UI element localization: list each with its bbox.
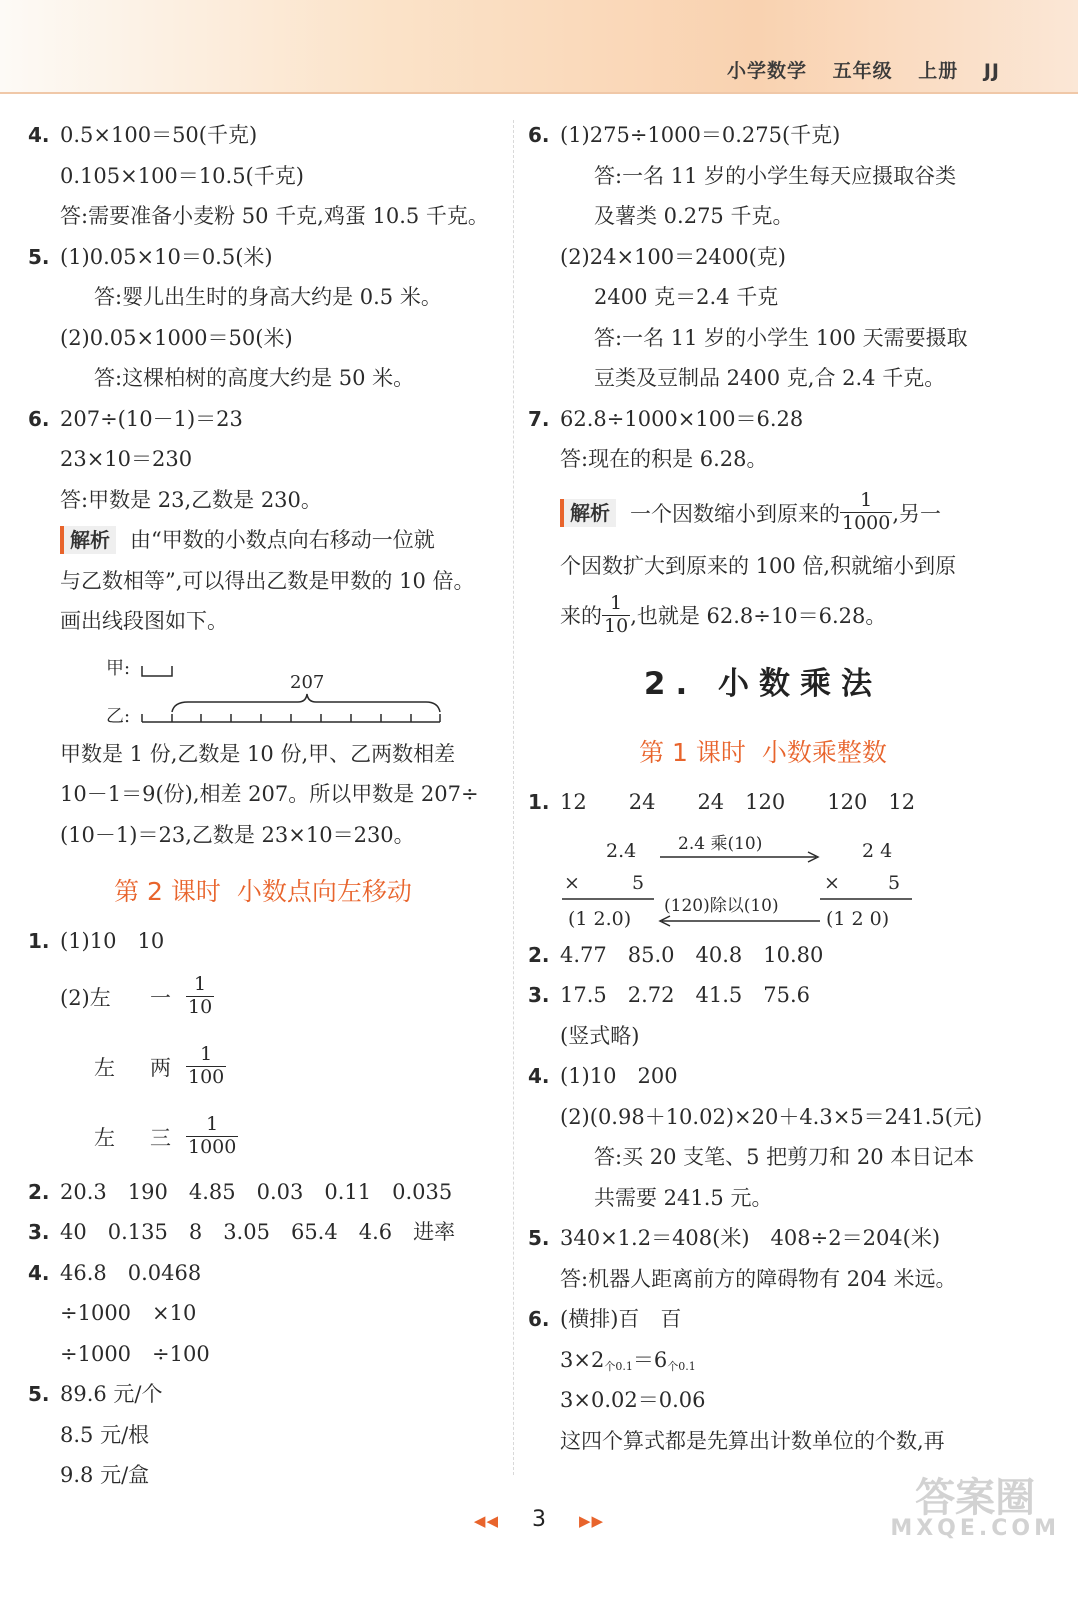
factor-a: 2.4 (606, 839, 637, 862)
answer-line (28, 399, 498, 440)
answer-line (528, 935, 998, 976)
answer-line: 答:机器人距离前方的障碍物有 204 米远。 (560, 1266, 957, 1291)
item-number: 2. (528, 942, 550, 967)
segment-diagram (28, 642, 498, 734)
answer-line (28, 1253, 498, 1294)
answer-line: 答:这棵柏树的高度大约是 50 米。 (94, 366, 415, 390)
answer-line: 答:甲数是 23,乙数是 230。 (60, 487, 322, 512)
header-edition: JJ (983, 60, 1000, 82)
answer-text: 46.8 0.0468 (60, 1260, 202, 1285)
lesson-heading (528, 724, 998, 782)
answer-line (28, 1212, 498, 1253)
analysis-line (28, 520, 498, 561)
fraction-denominator: 1000 (842, 512, 891, 534)
answer-text: 12 24 24 120 120 12 (560, 790, 916, 814)
answer-line: ÷1000 ×10 (60, 1301, 197, 1325)
fraction-denominator: 100 (188, 1066, 225, 1088)
analysis-line: 个因数扩大到原来的 100 倍,积就缩小到原 (560, 553, 957, 578)
answer-text: 3×2 (560, 1347, 605, 1372)
page-number: 3 (532, 1507, 546, 1532)
header-subject: 小学数学 (726, 60, 807, 82)
fraction-numerator: 1 (186, 974, 214, 997)
answer-text: 两 (150, 1055, 171, 1080)
answer-text: 17.5 2.72 41.5 75.6 (560, 983, 811, 1007)
factor-d: 5 (888, 871, 901, 894)
answer-line: 9.8 元/盒 (60, 1463, 150, 1487)
analysis-text: 来的 (560, 604, 602, 628)
times-sign: × (824, 871, 840, 894)
item-number: 6. (28, 406, 50, 431)
answer-line: (竖式略) (560, 1023, 640, 1048)
fraction-numerator: 1 (840, 490, 892, 513)
fraction-numerator: 1 (186, 1044, 226, 1067)
analysis-line: (10－1)＝23,乙数是 23×10＝230。 (60, 822, 415, 847)
item-number: 2. (28, 1179, 50, 1204)
lesson-heading (28, 863, 498, 921)
header-grade: 五年级 (832, 60, 893, 82)
answer-text: (横排)百 百 (560, 1307, 682, 1331)
answer-line: 8.5 元/根 (60, 1422, 150, 1447)
answer-line (528, 1299, 998, 1340)
page-header (709, 56, 1000, 83)
diagram-label-jia: 甲: (106, 657, 131, 679)
answer-line: (2)(0.98＋10.02)×20＋4.3×5＝241.5(元) (560, 1104, 983, 1129)
answer-text: 89.6 元/个 (60, 1382, 163, 1406)
analysis-line (528, 484, 998, 542)
analysis-line: 甲数是 1 份,乙数是 10 份,甲、乙两数相差 (60, 741, 456, 766)
fraction (186, 974, 214, 1019)
item-number: 6. (528, 123, 550, 147)
answer-line (28, 1374, 498, 1415)
item-number: 1. (28, 929, 50, 953)
analysis-text: ,也就是 62.8÷10＝6.28。 (630, 604, 887, 628)
fraction-denominator: 10 (188, 996, 213, 1018)
answer-line (28, 1032, 498, 1102)
diagram-value-207: 207 (290, 671, 325, 693)
segment-yi (142, 714, 440, 722)
item-number: 3. (528, 983, 550, 1007)
header-volume: 上册 (918, 60, 959, 82)
answer-text: 4.77 85.0 40.8 10.80 (560, 942, 824, 967)
fraction (840, 490, 892, 535)
column-divider (513, 120, 515, 1475)
answer-line (28, 921, 498, 962)
answer-line (528, 782, 998, 823)
subscript: 个0.1 (667, 1359, 696, 1373)
answer-line (28, 237, 498, 278)
answer-text: 62.8÷1000×100＝6.28 (560, 406, 804, 431)
answer-line: ÷1000 ÷100 (60, 1341, 210, 1366)
analysis-line: 画出线段图如下。 (60, 609, 228, 633)
brace (172, 694, 440, 712)
answer-line: 答:一名 11 岁的小学生每天应摄取谷类 (594, 163, 957, 188)
item-number: 3. (28, 1220, 50, 1244)
answer-text: 340×1.2＝408(米) 408÷2＝204(米) (560, 1226, 941, 1250)
analysis-tag: 解析 (560, 499, 616, 527)
answer-line (28, 1102, 498, 1172)
answer-text: 三 (150, 1125, 171, 1150)
product-a: (1 2.0) (568, 907, 632, 930)
answer-text: 207÷(10－1)＝23 (60, 406, 243, 431)
answer-line (28, 1172, 498, 1213)
answer-line: 2400 克＝2.4 千克 (594, 285, 779, 309)
answer-line (28, 115, 498, 156)
answer-line: 答:现在的积是 6.28。 (560, 447, 768, 471)
answer-text: 左 (94, 1055, 115, 1080)
answer-line (528, 975, 998, 1016)
prev-arrows-icon: ◀◀ (473, 1512, 499, 1530)
next-arrows-icon: ▶▶ (579, 1512, 605, 1530)
answer-line: 共需要 241.5 元。 (594, 1185, 773, 1210)
arrow-label-top: 2.4 乘(10) (678, 833, 763, 854)
item-number: 4. (528, 1064, 550, 1088)
fraction (186, 1114, 238, 1159)
product-b: (1 2 0) (826, 907, 890, 930)
answer-line: 3×0.02＝0.06 (560, 1388, 706, 1412)
answer-line: 23×10＝230 (60, 447, 193, 471)
watermark (890, 1475, 1060, 1541)
analysis-line: 10－1＝9(份),相差 207。所以甲数是 207÷ (60, 782, 479, 806)
arrow-label-bottom: (120)除以(10) (664, 895, 779, 916)
answer-text: (1)275÷1000＝0.275(千克) (560, 123, 841, 147)
right-column (528, 115, 998, 1461)
segment-jia (142, 666, 172, 676)
item-number: 5. (28, 244, 50, 269)
answer-line (528, 1340, 998, 1381)
left-column (28, 115, 498, 1496)
diagram-label-yi: 乙: (106, 705, 131, 727)
answer-line: 及薯类 0.275 千克。 (594, 204, 794, 228)
fraction (602, 593, 630, 638)
watermark-logo: 答案圈 (915, 1475, 1036, 1521)
section-title: 2. 小数乘法 (643, 666, 883, 702)
fraction-denominator: 10 (604, 614, 629, 637)
answer-line: (2)0.05×1000＝50(米) (60, 325, 293, 350)
answer-line (528, 115, 998, 156)
answer-text: 40 0.135 8 3.05 65.4 4.6 进率 (60, 1220, 456, 1244)
answer-line: 答:需要准备小麦粉 50 千克,鸡蛋 10.5 千克。 (60, 204, 489, 228)
analysis-line (528, 586, 998, 644)
fraction-numerator: 1 (186, 1114, 238, 1137)
item-number: 7. (528, 406, 550, 431)
analysis-tag: 解析 (60, 526, 116, 554)
factor-b: 5 (632, 871, 645, 894)
answer-text: 20.3 190 4.85 0.03 0.11 0.035 (60, 1179, 453, 1204)
answer-line: (2)24×100＝2400(克) (560, 244, 786, 269)
lesson-number: 第 1 课时 (639, 738, 746, 767)
answer-line (28, 962, 498, 1032)
answer-line: 0.105×100＝10.5(千克) (60, 163, 304, 188)
lesson-title: 小数乘整数 (761, 738, 887, 767)
answer-line: 这四个算式都是先算出计数单位的个数,再 (560, 1428, 945, 1453)
lesson-number: 第 2 课时 (114, 877, 221, 906)
lesson-title: 小数点向左移动 (236, 877, 412, 906)
item-number: 5. (28, 1382, 50, 1406)
answer-line: 答:一名 11 岁的小学生 100 天需要摄取 (594, 325, 968, 350)
answer-text: ＝6 (632, 1347, 668, 1372)
answer-text: 0.5×100＝50(千克) (60, 123, 258, 147)
vertical-multiplication-diagram (528, 823, 998, 935)
answer-line: 豆类及豆制品 2400 克,合 2.4 千克。 (594, 366, 946, 390)
item-number: 4. (28, 1260, 50, 1285)
answer-text: 左 (94, 1125, 115, 1150)
fraction (186, 1044, 226, 1089)
factor-c: 2 4 (862, 839, 893, 862)
header-divider (0, 92, 1078, 94)
answer-line: 答:买 20 支笔、5 把剪刀和 20 本日记本 (594, 1145, 975, 1169)
fraction-denominator: 1000 (188, 1136, 237, 1158)
analysis-text: 由“甲数的小数点向右移动一位就 (130, 528, 435, 552)
answer-line (528, 399, 998, 440)
answer-text: 一 (150, 985, 171, 1010)
analysis-line: 与乙数相等”,可以得出乙数是甲数的 10 倍。 (60, 568, 475, 593)
answer-line (528, 1056, 998, 1097)
analysis-text: ,另一 (892, 501, 942, 526)
watermark-url: MXQE.COM (890, 1516, 1060, 1541)
answer-line: 答:婴儿出生时的身高大约是 0.5 米。 (94, 285, 442, 309)
times-sign: × (564, 871, 580, 894)
item-number: 6. (528, 1307, 550, 1331)
answer-line (528, 1218, 998, 1259)
answer-text: (1)10 200 (560, 1064, 678, 1088)
fraction-numerator: 1 (602, 593, 630, 616)
item-number: 4. (28, 123, 50, 147)
item-number: 5. (528, 1226, 550, 1250)
answer-text: (2)左 (60, 985, 111, 1010)
answer-text: (1)0.05×10＝0.5(米) (60, 244, 273, 269)
answer-text: (1)10 10 (60, 929, 165, 953)
subscript: 个0.1 (604, 1359, 633, 1373)
item-number: 1. (528, 790, 550, 814)
analysis-text: 一个因数缩小到原来的 (630, 501, 840, 526)
